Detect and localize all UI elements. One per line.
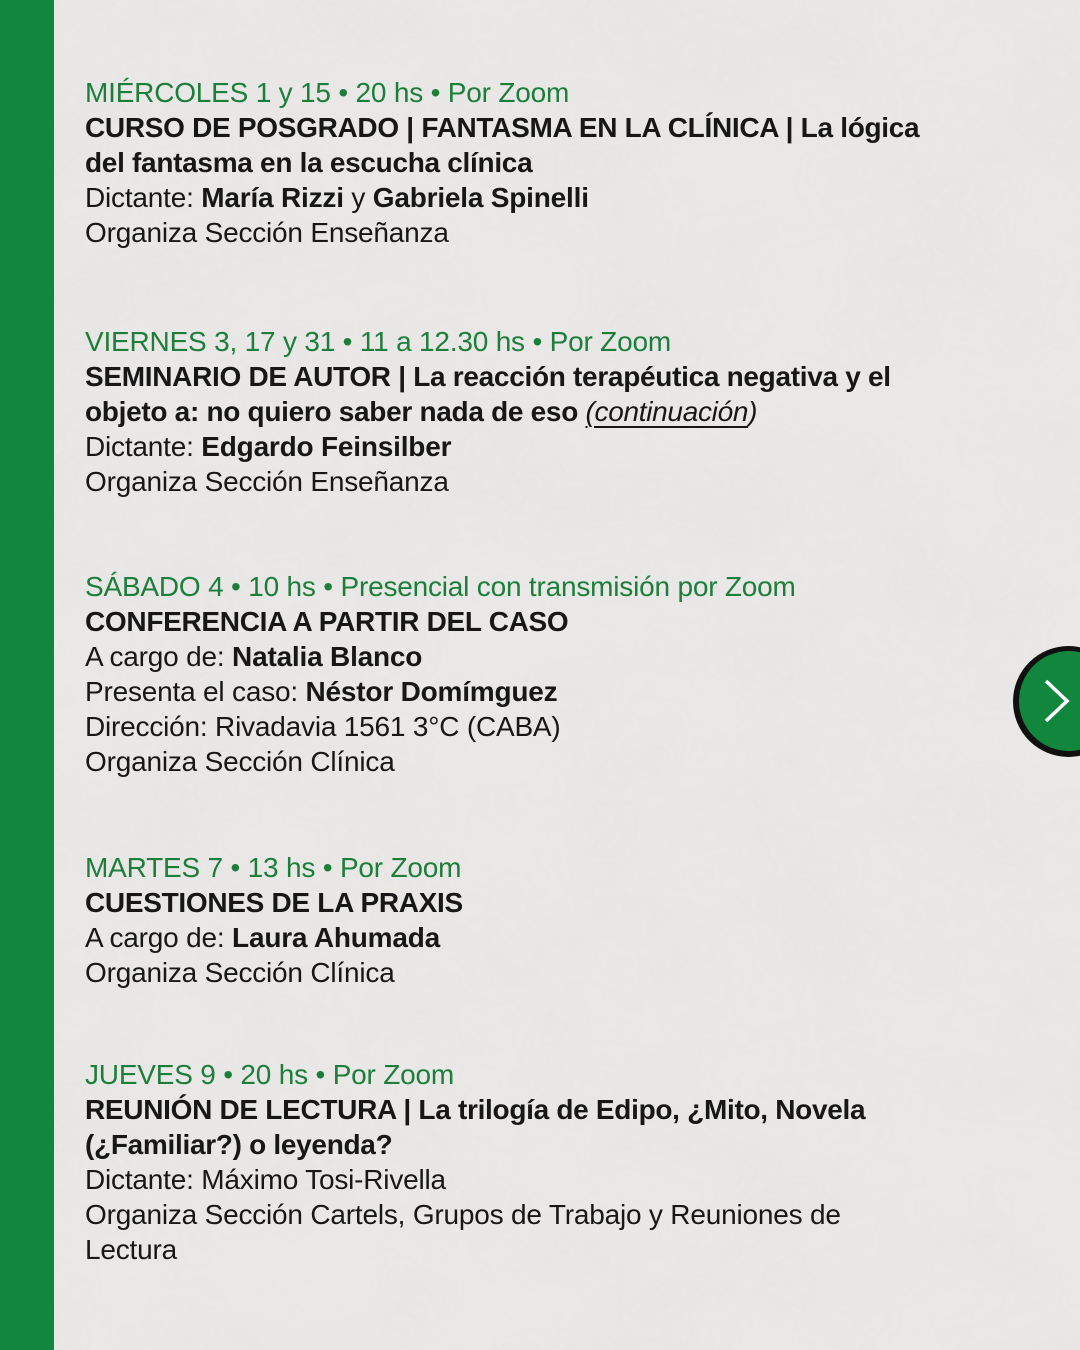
event-title-line: CUESTIONES DE LA PRAXIS <box>85 887 463 918</box>
event-card-reunion-lectura <box>85 1057 1037 1267</box>
green-edge-bar <box>0 0 54 1350</box>
event-title-line: SEMINARIO DE AUTOR | La reacción terapéutica negativa y el <box>85 361 891 392</box>
event-in-charge <box>85 639 1037 674</box>
speaker-label: Dictante: <box>85 182 202 213</box>
in-charge-label: A cargo de: <box>85 641 233 672</box>
event-speakers <box>85 180 1037 215</box>
presenter-label: Presenta el caso: <box>85 676 306 707</box>
speaker-name: Laura Ahumada <box>232 922 441 953</box>
speaker-name: Edgardo Feinsilber <box>201 431 452 462</box>
event-organizer: Organiza Sección Cartels, Grupos de Trabajo y Reuniones de <box>85 1199 841 1230</box>
event-schedule: MIÉRCOLES 1 y 15 • 20 hs • Por Zoom <box>85 77 570 108</box>
event-title-line: CURSO DE POSGRADO | FANTASMA EN LA CLÍNICA | La lógica <box>85 112 920 143</box>
next-page-button[interactable] <box>1008 641 1080 761</box>
event-organizer: Organiza Sección Clínica <box>85 957 395 988</box>
event-title-line: objeto a: no quiero saber nada de eso (continuación) <box>85 396 758 427</box>
event-title-line: REUNIÓN DE LECTURA | La trilogía de Edipo, ¿Mito, Novela <box>85 1094 866 1125</box>
event-card-curso-posgrado <box>85 75 1037 250</box>
event-card-cuestiones-praxis <box>85 850 1037 990</box>
event-organizer: Lectura <box>85 1234 177 1265</box>
speaker-name: Gabriela Spinelli <box>372 182 589 213</box>
event-schedule: SÁBADO 4 • 10 hs • Presencial con transmisión por Zoom <box>85 571 796 602</box>
in-charge-label: A cargo de: <box>85 922 233 953</box>
speaker-name: María Rizzi <box>201 182 344 213</box>
speaker-name: Natalia Blanco <box>232 641 423 672</box>
speaker-conjunction: y <box>343 182 373 213</box>
event-speakers: Dictante: Máximo Tosi-Rivella <box>85 1164 446 1195</box>
event-card-seminario-autor <box>85 324 1037 499</box>
speaker-name: Néstor Domímguez <box>305 676 558 707</box>
event-presenter <box>85 674 1037 709</box>
chevron-right-icon <box>1040 671 1072 731</box>
event-organizer: Organiza Sección Clínica <box>85 746 395 777</box>
event-title-line: CONFERENCIA A PARTIR DEL CASO <box>85 606 569 637</box>
event-in-charge <box>85 920 1037 955</box>
event-schedule: VIERNES 3, 17 y 31 • 11 a 12.30 hs • Por Zoom <box>85 326 671 357</box>
continuation-note: (continuación) <box>585 396 758 427</box>
speaker-label: Dictante: <box>85 431 202 462</box>
event-organizer: Organiza Sección Enseñanza <box>85 466 449 497</box>
event-organizer: Organiza Sección Enseñanza <box>85 217 449 248</box>
event-title-line: del fantasma en la escucha clínica <box>85 147 533 178</box>
event-address: Dirección: Rivadavia 1561 3°C (CABA) <box>85 711 561 742</box>
event-speakers <box>85 429 1037 464</box>
event-title-line: (¿Familiar?) o leyenda? <box>85 1129 393 1160</box>
event-schedule: JUEVES 9 • 20 hs • Por Zoom <box>85 1059 455 1090</box>
event-schedule: MARTES 7 • 13 hs • Por Zoom <box>85 852 462 883</box>
event-card-conferencia-caso <box>85 569 1037 779</box>
